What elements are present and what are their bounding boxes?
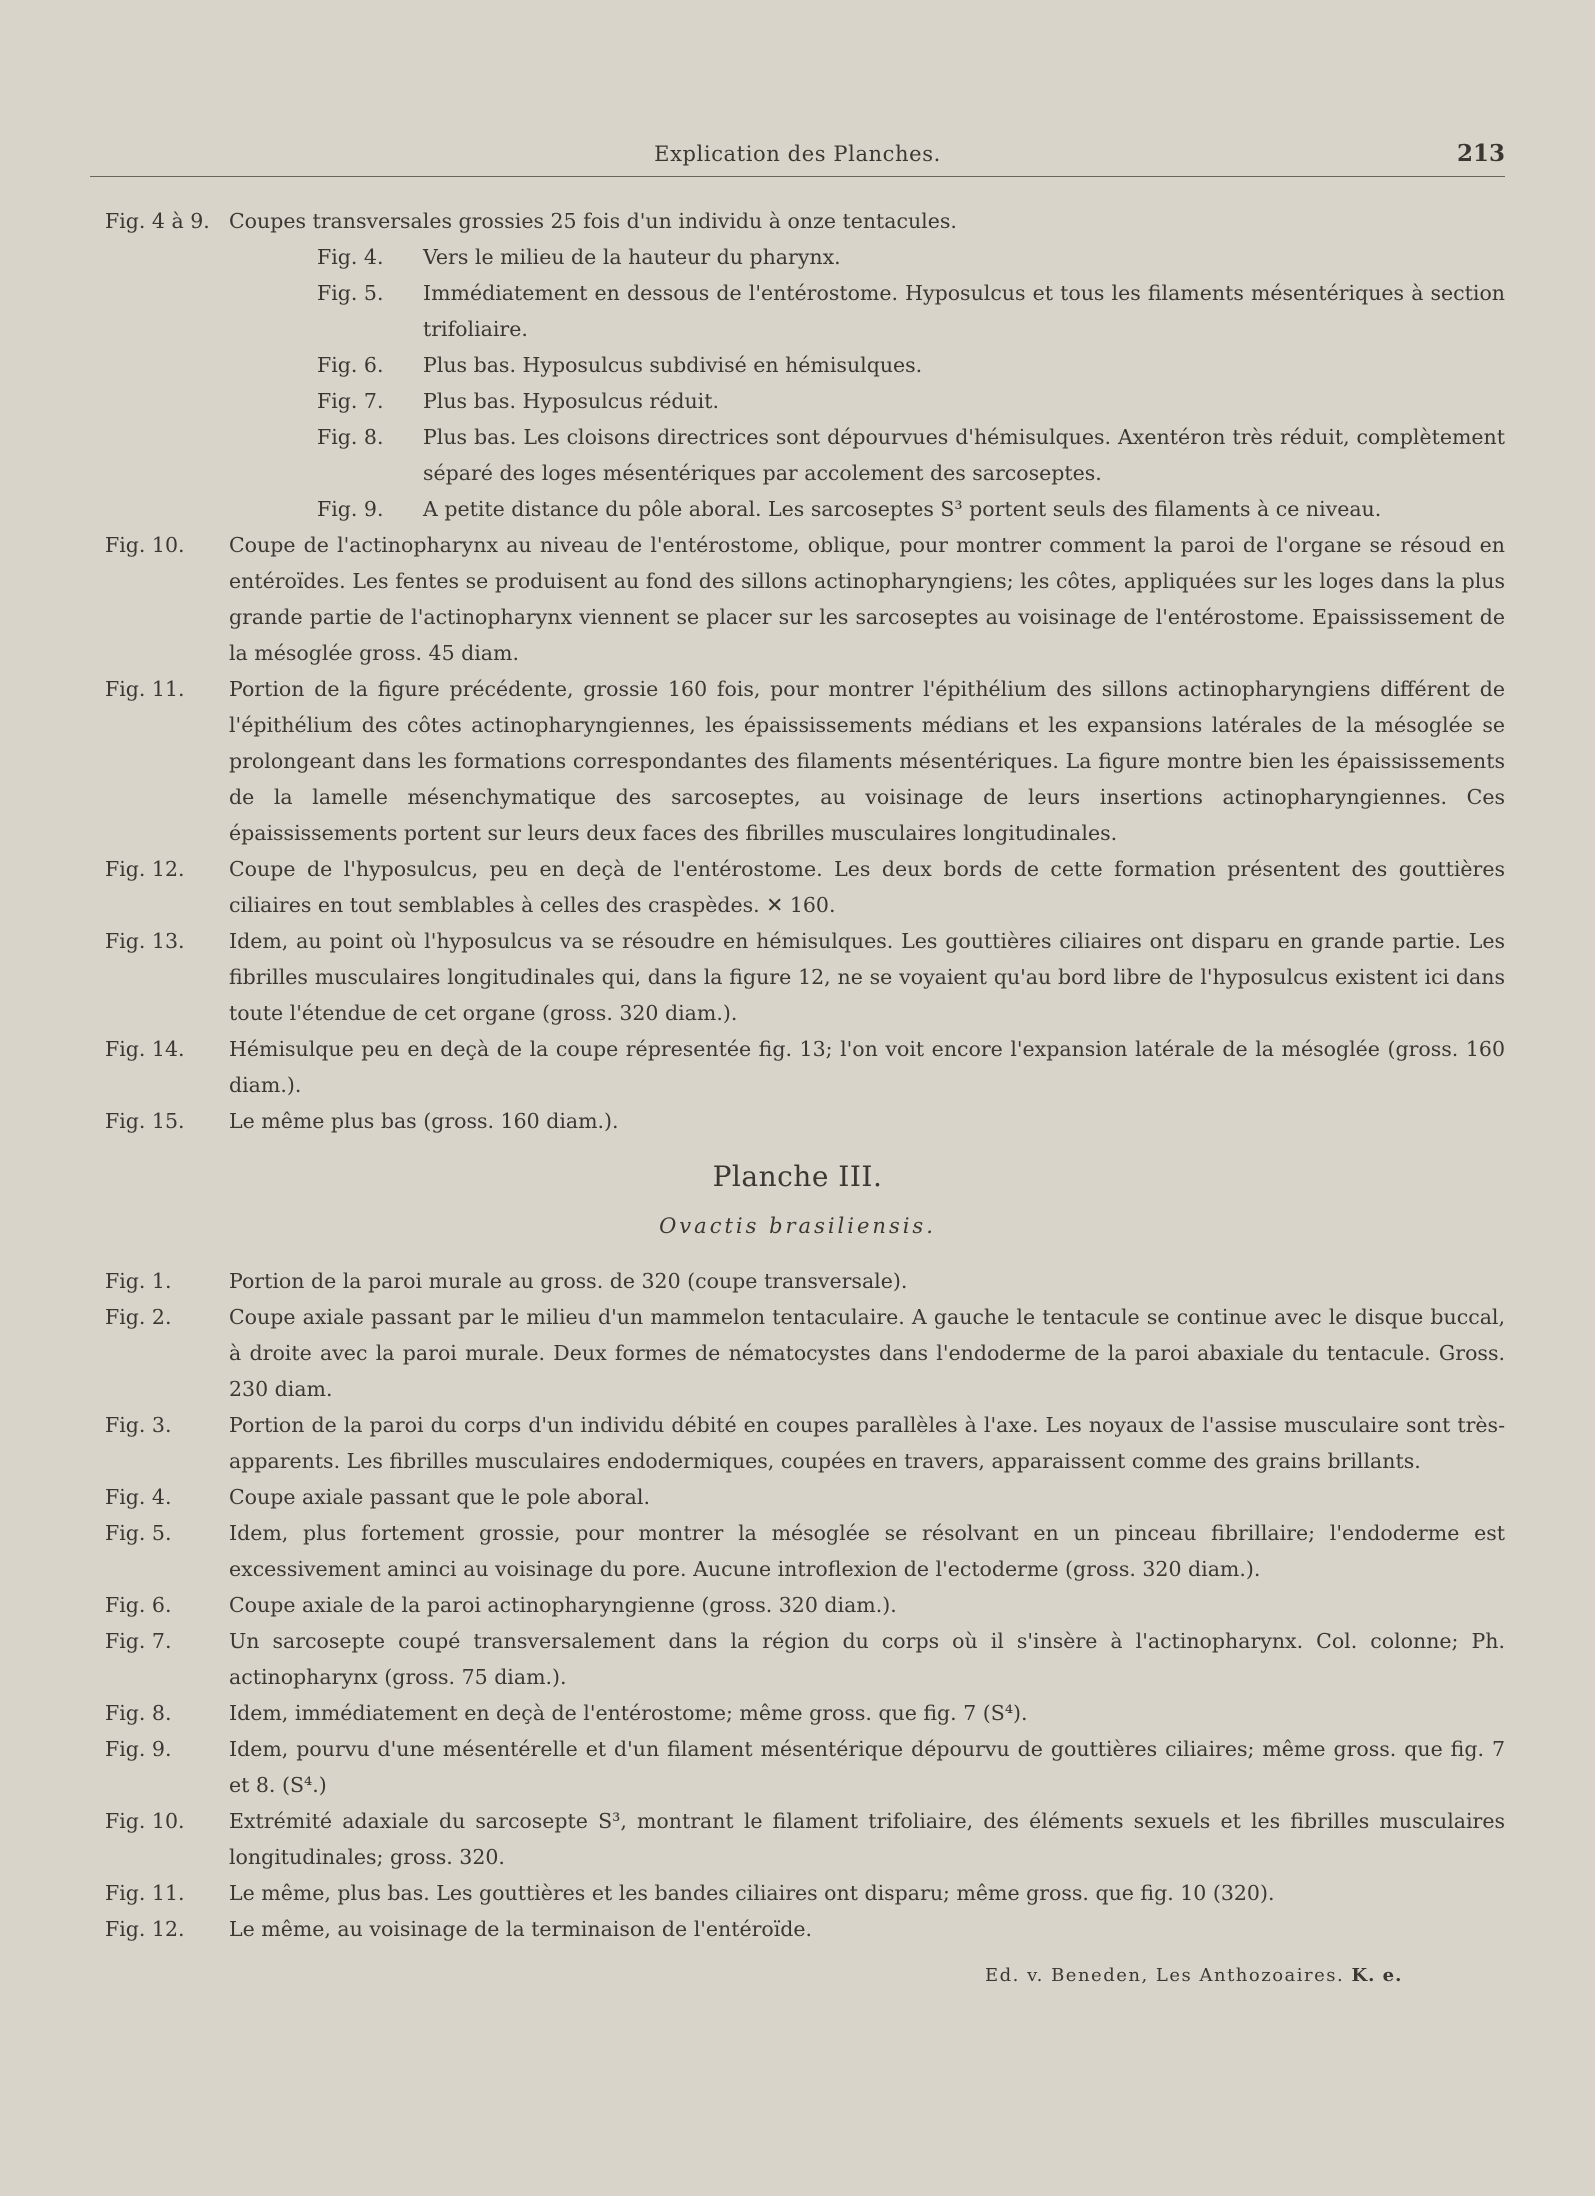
legend-entry: [105, 1263, 1505, 1299]
footer-credit: [985, 1965, 1402, 1986]
figure-caption: Coupe de l'actinopharynx au niveau de l'entérostome, oblique, pour montrer comment la paroi de l'organe se résoud en entéroïdes. Les fentes se produisent au fond des sillons actinopharyngiens; les côtes, appliquées sur les loges dans la plus grande partie de l'actinopharynx viennent se placer sur les sarcoseptes au voisinage de l'entérostome. Epaississement de la mésoglée gross. 45 diam.: [229, 533, 1505, 665]
figure-label: Fig. 10.: [105, 1809, 185, 1833]
legend-entry: [105, 383, 1505, 419]
plate-title: Planche III.: [712, 1160, 883, 1193]
figure-caption: Le même, au voisinage de la terminaison de l'entéroïde.: [229, 1917, 813, 1941]
figure-label: Fig. 7.: [317, 389, 384, 413]
figure-caption: Coupe axiale de la paroi actinopharyngienne (gross. 320 diam.).: [229, 1593, 897, 1617]
legend-entry: [105, 1031, 1505, 1103]
plate-species: Ovactis brasiliensis.: [659, 1214, 936, 1238]
figure-label: Fig. 8.: [105, 1701, 172, 1725]
figure-caption: Coupes transversales grossies 25 fois d'un individu à onze tentacules.: [229, 209, 957, 233]
figure-label: Fig. 7.: [105, 1629, 172, 1653]
legend-entry: [105, 419, 1505, 491]
figure-label: Fig. 15.: [105, 1109, 185, 1133]
figure-label: Fig. 13.: [105, 929, 185, 953]
legend-entry: [105, 671, 1505, 851]
legend-entry: [105, 1875, 1505, 1911]
figure-label: Fig. 12.: [105, 857, 185, 881]
figure-label: Fig. 4.: [317, 245, 384, 269]
figure-caption: Portion de la paroi murale au gross. de 320 (coupe transversale).: [229, 1269, 908, 1293]
figure-label: Fig. 3.: [105, 1413, 172, 1437]
footer-mark: K. e.: [1351, 1965, 1403, 1986]
figure-caption: Plus bas. Hyposulcus subdivisé en hémisulques.: [423, 353, 923, 377]
plate-ii-legend: [105, 203, 1505, 1139]
plate-iii-legend: [105, 1263, 1505, 1947]
running-head: [90, 140, 1505, 177]
legend-entry: [105, 239, 1505, 275]
figure-label: Fig. 2.: [105, 1305, 172, 1329]
figure-label: Fig. 6.: [105, 1593, 172, 1617]
figure-label: Fig. 6.: [317, 353, 384, 377]
figure-caption: Plus bas. Les cloisons directrices sont dépourvues d'hémisulques. Axentéron très réduit, complètement séparé des loges mésentériques par accolement des sarcoseptes.: [423, 425, 1505, 485]
figure-label: Fig. 9.: [317, 497, 384, 521]
figure-caption: Idem, pourvu d'une mésentérelle et d'un filament mésentérique dépourvu de gouttières ciliaires; même gross. que fig. 7 et 8. (S⁴.): [229, 1737, 1505, 1797]
figure-label: Fig. 10.: [105, 533, 185, 557]
running-title: Explication des Planches.: [654, 142, 941, 166]
legend-entry: [105, 1515, 1505, 1587]
figure-caption: Un sarcosepte coupé transversalement dans la région du corps où il s'insère à l'actinopharynx. Col. colonne; Ph. actinopharynx (gross. 75 diam.).: [229, 1629, 1505, 1689]
legend-entry: [105, 1695, 1505, 1731]
figure-caption: Portion de la paroi du corps d'un individu débité en coupes parallèles à l'axe. Les noyaux de l'assise musculaire sont très-apparents. Les fibrilles musculaires endodermiques, coupées en travers, apparaissent comme des grains brillants.: [229, 1413, 1505, 1473]
legend-entry: [105, 923, 1505, 1031]
legend-entry: [105, 1623, 1505, 1695]
figure-caption: Immédiatement en dessous de l'entérostome. Hyposulcus et tous les filaments mésentériques à section trifoliaire.: [423, 281, 1505, 341]
figure-caption: Hémisulque peu en deçà de la coupe répresentée fig. 13; l'on voit encore l'expansion latérale de la mésoglée (gross. 160 diam.).: [229, 1037, 1505, 1097]
legend-entry: [105, 1103, 1505, 1139]
legend-entry: [105, 491, 1505, 527]
figure-caption: Le même, plus bas. Les gouttières et les bandes ciliaires ont disparu; même gross. que fig. 10 (320).: [229, 1881, 1275, 1905]
legend-entry: [105, 1731, 1505, 1803]
figure-caption: Coupe axiale passant que le pole aboral.: [229, 1485, 650, 1509]
figure-caption: Le même plus bas (gross. 160 diam.).: [229, 1109, 619, 1133]
figure-caption: Portion de la figure précédente, grossie 160 fois, pour montrer l'épithélium des sillons actinopharyngiens différent de l'épithélium des côtes actinopharyngiennes, les épaississements médians et les expansions latérales de la mésoglée se prolongeant dans les formations correspondantes des filaments mésentériques. La figure montre bien les épaississements de la lamelle mésenchymatique des sarcoseptes, au voisinage de leurs insertions actinopharyngiennes. Ces épaississements portent sur leurs deux faces des fibrilles musculaires longitudinales.: [229, 677, 1505, 845]
figure-caption: Idem, plus fortement grossie, pour montrer la mésoglée se résolvant en un pinceau fibrillaire; l'endoderme est excessivement aminci au voisinage du pore. Aucune introflexion de l'ectoderme (gross. 320 diam.).: [229, 1521, 1505, 1581]
legend-entry: [105, 347, 1505, 383]
footer-credit-text: Ed. v. Beneden, Les Anthozoaires.: [985, 1965, 1345, 1986]
figure-label: Fig. 1.: [105, 1269, 172, 1293]
legend-entry: [105, 1911, 1505, 1947]
legend-entry: [105, 851, 1505, 923]
figure-label: Fig. 11.: [105, 1881, 185, 1905]
legend-entry: [105, 1587, 1505, 1623]
figure-label: Fig. 9.: [105, 1737, 172, 1761]
figure-label: Fig. 4.: [105, 1485, 172, 1509]
figure-label: Fig. 12.: [105, 1917, 185, 1941]
figure-caption: Coupe axiale passant par le milieu d'un mammelon tentaculaire. A gauche le tentacule se continue avec le disque buccal, à droite avec la paroi murale. Deux formes de nématocystes dans l'endoderme de la paroi abaxiale du tentacule. Gross. 230 diam.: [229, 1305, 1505, 1401]
figure-label: Fig. 14.: [105, 1037, 185, 1061]
figure-label: Fig. 11.: [105, 677, 185, 701]
figure-caption: Coupe de l'hyposulcus, peu en deçà de l'entérostome. Les deux bords de cette formation présentent des gouttières ciliaires en tout semblables à celles des craspèdes. ✕ 160.: [229, 857, 1505, 917]
legend-entry: [105, 1479, 1505, 1515]
figure-caption: Vers le milieu de la hauteur du pharynx.: [423, 245, 841, 269]
legend-entry: [105, 203, 1505, 239]
figure-caption: Plus bas. Hyposulcus réduit.: [423, 389, 719, 413]
figure-caption: Idem, immédiatement en deçà de l'entérostome; même gross. que fig. 7 (S⁴).: [229, 1701, 1028, 1725]
figure-caption: Extrémité adaxiale du sarcosepte S³, montrant le filament trifoliaire, des éléments sexuels et les fibrilles musculaires longitudinales; gross. 320.: [229, 1809, 1505, 1869]
figure-label: Fig. 8.: [317, 425, 384, 449]
legend-entry: [105, 1299, 1505, 1407]
page-number: 213: [1456, 140, 1505, 167]
legend-entry: [105, 1407, 1505, 1479]
legend-entry: [105, 1803, 1505, 1875]
legend-entry: [105, 527, 1505, 671]
legend-entry: [105, 275, 1505, 347]
figure-caption: Idem, au point où l'hyposulcus va se résoudre en hémisulques. Les gouttières ciliaires ont disparu en grande partie. Les fibrilles musculaires longitudinales qui, dans la figure 12, ne se voyaient qu'au bord libre de l'hyposulcus existent ici dans toute l'étendue de cet organe (gross. 320 diam.).: [229, 929, 1505, 1025]
figure-label: Fig. 4 à 9.: [105, 209, 210, 233]
figure-label: Fig. 5.: [105, 1521, 172, 1545]
figure-label: Fig. 5.: [317, 281, 384, 305]
figure-caption: A petite distance du pôle aboral. Les sarcoseptes S³ portent seuls des filaments à ce niveau.: [423, 497, 1382, 521]
